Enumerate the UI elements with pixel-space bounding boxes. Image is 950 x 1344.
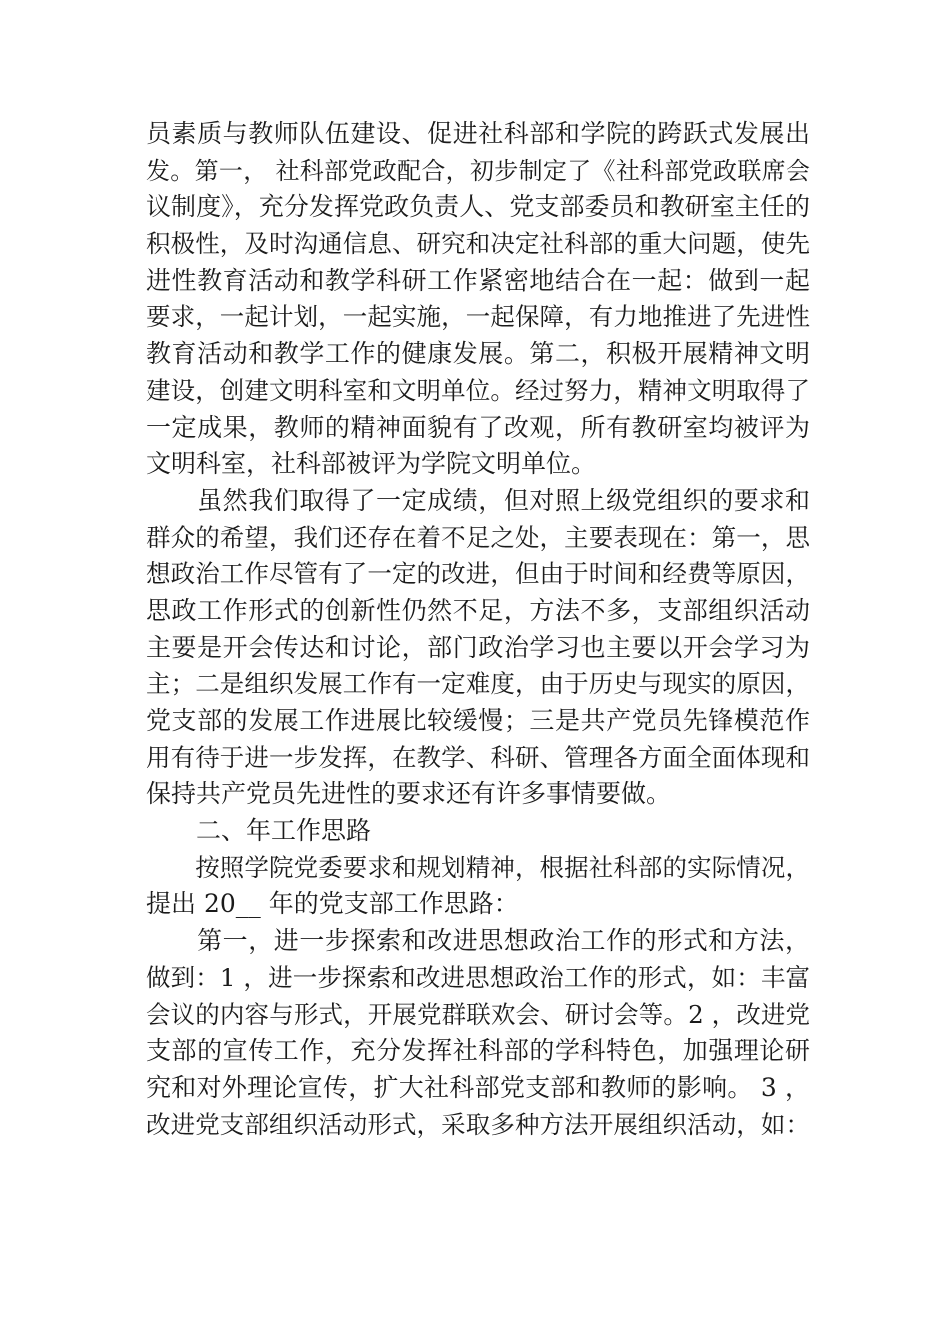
text-line: 保持共产党员先进性的要求还有许多事情要做。: [146, 779, 672, 809]
text-line: 一定成果，教师的精神面貌有了改观，所有教研室均被评为: [146, 412, 810, 442]
text-line: 主要是开会传达和讨论，部门政治学习也主要以开会学习为: [146, 632, 810, 662]
text-line: 思政工作形式的创新性仍然不足，方法不多，支部组织活动: [146, 595, 810, 625]
text-line: 党支部的发展工作进展比较缓慢；三是共产党员先锋模范作: [146, 706, 810, 735]
text-line: 员素质与教师队伍建设、促进社科部和学院的跨跃式发展出: [146, 119, 810, 148]
text-line: 用有待于进一步发挥，在教学、科研、管理各方面全面体现和: [146, 742, 810, 772]
text-line: 群众的希望，我们还存在着不足之处，主要表现在：第一，思: [146, 522, 810, 552]
text-line: 会议的内容与形式，开展党群联欢会、研讨会等。2 ，改进党: [146, 999, 810, 1029]
text-line: 改进党支部组织活动形式，采取多种方法开展组织活动，如：: [146, 1109, 810, 1139]
text-line: 支部的宣传工作，充分发挥社科部的学科特色，加强理论研: [146, 1036, 810, 1066]
text-line: 议制度》，充分发挥党政负责人、党支部委员和教研室主任的: [146, 192, 810, 222]
text-line: 第一，进一步探索和改进思想政治工作的形式和方法，: [146, 926, 810, 956]
text-line: 究和对外理论宣传，扩大社科部党支部和教师的影响。 3 ，: [146, 1072, 810, 1102]
text-line: 按照学院党委要求和规划精神，根据社科部的实际情况，: [146, 852, 810, 882]
text-line: 进性教育活动和教学科研工作紧密地结合在一起：做到一起: [146, 265, 810, 295]
text-line: 想政治工作尽管有了一定的改进，但由于时间和经费等原因，: [146, 559, 810, 589]
text-line: 发。第一， 社科部党政配合，初步制定了《社科部党政联席会: [146, 156, 810, 185]
document-body: [146, 116, 810, 1143]
text-line: 做到：1 ，进一步探索和改进思想政治工作的形式，如：丰富: [146, 962, 810, 992]
text-line: 主；二是组织发展工作有一定难度，由于历史与现实的原因，: [146, 669, 810, 699]
text-line: 提出 20__ 年的党支部工作思路：: [146, 889, 519, 919]
text-line: 二、年工作思路: [146, 816, 372, 846]
text-line: 虽然我们取得了一定成绩，但对照上级党组织的要求和: [146, 485, 810, 515]
text-line: 积极性，及时沟通信息、研究和决定社科部的重大问题，使先: [146, 229, 810, 259]
text-line: 建设，创建文明科室和文明单位。经过努力，精神文明取得了: [146, 375, 810, 405]
text-line: 文明科室，社科部被评为学院文明单位。: [146, 449, 597, 479]
text-line: 教育活动和教学工作的健康发展。第二，积极开展精神文明: [146, 339, 810, 369]
text-line: 要求，一起计划，一起实施，一起保障，有力地推进了先进性: [146, 302, 810, 332]
